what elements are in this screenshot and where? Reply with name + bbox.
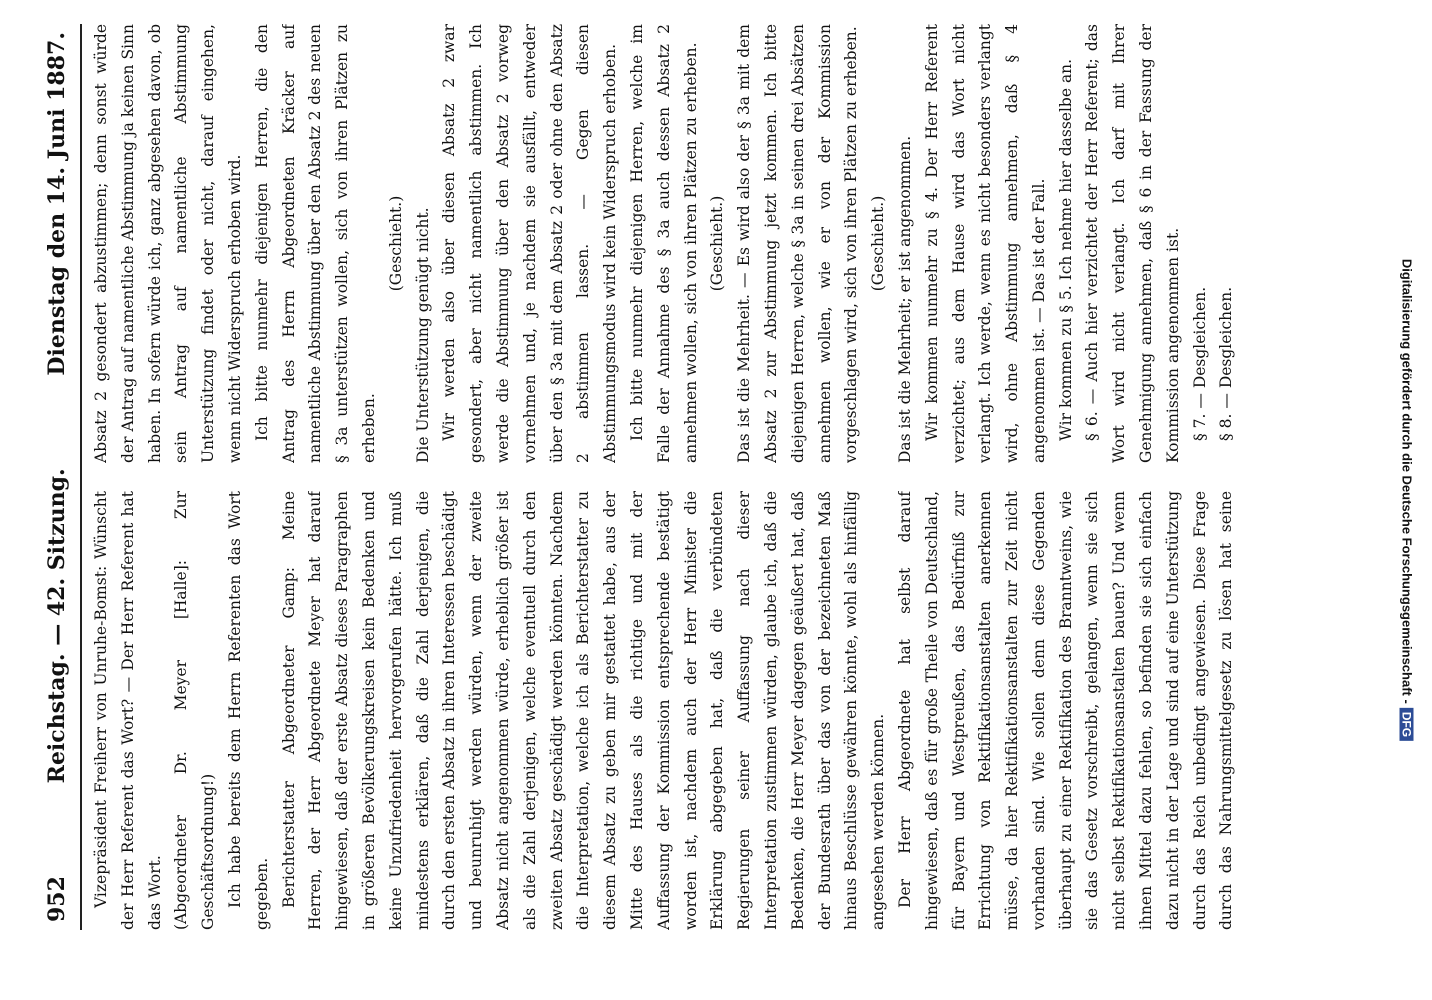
attribution-strip [1383, 0, 1431, 1000]
text-columns [82, 24, 1238, 930]
paragraph: Berichterstatter Abgeordneter Gamp: Meine Herren, der Herr Abgeordnete Meyer hat darauf hingewiesen, daß der erste Absatz dieses Paragraphen in größeren Bevölkerungskreisen kein Bedenken und keine Unzufriedenheit hervorgerufen hätte. Ich muß mindestens erklären, daß die Zahl derjenigen, die durch den ersten Absatz in ihren Interessen beschädigt und beunruhigt werden würden, wenn der zweite Absatz nicht angenommen würde, erheblich größer ist als die Zahl derjenigen, welche eventuell durch den zweiten Absatz geschädigt werden könnten. Nachdem die Interpretation, welche ich als Berichterstatter zu diesem Absatz zu geben mir gestattet habe, aus der Mitte des Hauses als die richtige und mit der Auffassung der Kommission entsprechende bestätigt worden ist, nachdem auch der Herr Minister die Erklärung abgegeben hat, daß die verbündeten Regierungen seiner Auffassung nach dieser Interpretation zustimmen würden, glaube ich, daß die Bedenken, die Herr Meyer dagegen geäußert hat, daß der Bundesrath über das von der bezeichneten Maß hinaus Beschlüsse gewähren könnte, wohl als hinfällig angesehen werden können. [279, 491, 888, 930]
paragraph: § 8. — Desgleichen. [1217, 286, 1236, 441]
paragraph: Die Unterstützung genügt nicht. [413, 207, 432, 463]
attribution-text-wrapper [1400, 259, 1415, 741]
paragraph: Wir kommen nunmehr zu § 4. Der Herr Referent verzichtet; aus dem Hause wird das Wort nicht verlangt. Ich werde, wenn es nicht besonders verlangt wird, ohne Abstimmung annehmen, daß § 4 angenommen ist. — Das ist der Fall. [922, 24, 1048, 463]
paragraph: Vizepräsident Freiherr von Unruhe-Bomst: Wünscht der Herr Referent das Wort? — Der Herr Referent hat das Wort. [92, 491, 164, 930]
paragraph: § 6. — Auch hier verzichtet der Herr Referent; das Wort wird nicht verlangt. Ich darf mit Ihrer Genehmigung annehmen, daß § 6 in der Fassung der Kommission angenommen ist. [1083, 24, 1182, 463]
paragraph: Das ist die Mehrheit; er ist angenommen. [895, 135, 914, 463]
left-column [88, 491, 1238, 930]
parenthetical-note: (Geschieht.) [386, 195, 405, 292]
paragraph: Ich bitte nunmehr diejenigen Herren, welche im Falle der Annahme des § 3a auch dessen Absatz 2 annehmen wollen, sich von ihren Plätzen zu erheben. [627, 24, 700, 463]
paragraph: Das ist die Mehrheit. — Es wird also der § 3a mit dem Absatz 2 zur Abstimmung jetzt kommen. Ich bitte diejenigen Herren, welche § 3a in seinen drei Absätzen annehmen wollen, wie er von der Kommission vorgeschlagen wird, sich von ihren Plätzen zu erheben. [735, 24, 861, 463]
paragraph: Wir kommen zu § 5. Ich nehme hier dasselbe an. [1056, 58, 1075, 441]
session-date: Dienstag den 14. Juni 1887. [44, 32, 70, 376]
paragraph: Wir werden also über diesen Absatz 2 zwar gesondert, aber nicht namentlich abstimmen. Ich werde die Abstimmung über den Absatz 2 vorweg vornehmen und, je nachdem sie ausfällt, entweder über den § 3a mit dem Absatz 2 oder ohne den Absatz 2 abstimmen lassen. — Gegen diesen Abstimmungsmodus wird kein Widerspruch erhoben. [440, 24, 620, 463]
paragraph: (Abgeordneter Dr. Meyer [Halle]: Zur Geschäftsordnung!) [172, 491, 218, 930]
paragraph: Ich bitte nunmehr diejenigen Herren, die den Antrag des Herrn Abgeordneten Kräcker auf namentliche Abstimmung über den Absatz 2 des neuen § 3a unterstützen wollen, sich von ihren Plätzen zu erheben. [252, 24, 378, 463]
attribution-text: Digitalisierung gefördert durch die Deutsche Forschungsgemeinschaft - [1399, 258, 1415, 704]
paragraph: Absatz 2 gesondert abzustimmen; denn sonst würde der Antrag auf namentliche Abstimmung ja keinen Sinn haben. In sofern würde ich, ganz abgesehen davon, ob sein Antrag auf namentliche Abstimmung Unterstützung findet oder nicht, darauf eingehen, wenn nicht Widerspruch erhoben wird. [92, 24, 244, 463]
paragraph: Ich habe bereits dem Herrn Referenten das Wort gegeben. [225, 491, 271, 930]
publication-title: Reichstag. — 42. Sitzung. [44, 468, 70, 784]
page-number: 952 [44, 876, 70, 922]
right-column [88, 24, 1238, 463]
parenthetical-note: (Geschieht.) [869, 195, 888, 292]
paragraph: Der Herr Abgeordnete hat selbst darauf hingewiesen, daß es für große Theile von Deutschland, für Bayern und Westpreußen, das Bedürfniß zur Errichtung von Rektifikationsanstalten anerkennen müsse, da hier Rektifikationsanstalten zur Zeit nicht vorhanden sind. Wie sollen denn diese Gegenden überhaupt zu einer Rektifikation des Branntweins, wie sie das Gesetz vorschreibt, gelangen, wenn sie sich nicht selbst Rektifikationsanstalten bauen? Und wenn ihnen Mittel dazu fehlen, so befinden sie sich einfach dazu nicht in der Lage und sind auf eine Unterstützung durch das Reich unbedingt angewiesen. Diese Frage durch das Nahrungsmittelgesetz zu lösen hat seine [895, 491, 1236, 930]
page-header [44, 24, 82, 930]
parenthetical-note: (Geschieht.) [708, 195, 727, 292]
paragraph: § 7. — Desgleichen. [1190, 286, 1209, 441]
dfg-logo: DFG [1400, 708, 1414, 741]
